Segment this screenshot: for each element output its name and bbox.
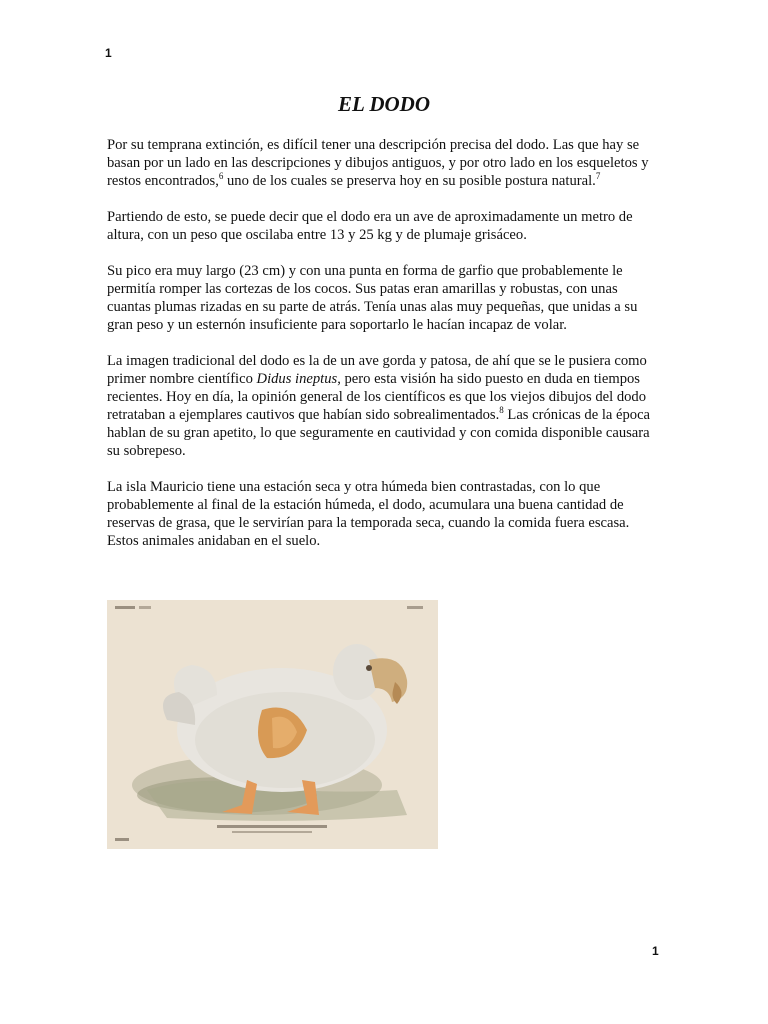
footnote-ref-7: 7: [595, 171, 601, 181]
paragraph-1: [107, 136, 663, 190]
footnote-ref-6: 6: [218, 171, 224, 181]
document-body: [107, 136, 663, 568]
paragraph-3: Su pico era muy largo (23 cm) y con una punta en forma de garfio que probablemente le permitía romper las cortezas de los cocos. Sus patas eran amarillas y robustas, con unas cuantas plumas rizadas en su parte de atrás. Tenía unas alas muy pequeñas, que unidas a su gran peso y un esternón insuficiente para soportarlo le hacían incapaz de volar.: [107, 263, 638, 333]
paragraph-4-text-a: La imagen tradicional del dodo es la de un ave gorda y patosa, de ahí que se le pusiera como primer nombre científico: [107, 353, 647, 387]
paragraph-1-text-a: Por su temprana extinción, es difícil tener una descripción precisa del dodo. Las que hay se basan por un lado en las descripciones y dibujos antiguos, y por otro lado en los esqueletos y restos encontrados,: [107, 137, 649, 189]
dodo-illustration-icon: [107, 600, 438, 849]
document-title: EL DODO: [338, 92, 430, 116]
dodo-illustration: [107, 600, 438, 849]
paragraph-4-text-c: Las crónicas de la época hablan de su gran apetito, lo que seguramente en cautividad y con comida disponible causara su sobrepeso.: [107, 407, 651, 459]
page-number-bottom: 1: [652, 944, 659, 958]
paragraph-4: [107, 352, 663, 460]
page-number-top: 1: [105, 46, 112, 60]
paragraph-5: La isla Mauricio tiene una estación seca y otra húmeda bien contrastadas, con lo que probablemente al final de la estación húmeda, el dodo, acumulara una buena cantidad de reservas de grasa, que le servirían para la temporada seca, cuando la comida fuera escasa. Estos animales anidaban en el suelo.: [107, 479, 630, 549]
paragraph-4-text-b: , pero esta visión ha sido puesto en duda en tiempos recientes. Hoy en día, la opinión general de los científicos es que los viejos dibujos del dodo retrataban a ejemplares cautivos que habían sido sobrealimentados.: [107, 371, 647, 423]
paragraph-1-text-b: uno de los cuales se preserva hoy en su posible postura natural.: [223, 173, 596, 189]
footnote-ref-8: 8: [499, 405, 504, 415]
scientific-name: Didus ineptus: [256, 371, 338, 387]
paragraph-2: Partiendo de esto, se puede decir que el dodo era un ave de aproximadamente un metro de altura, con un peso que oscilaba entre 13 y 25 kg y de plumaje grisáceo.: [107, 209, 633, 243]
